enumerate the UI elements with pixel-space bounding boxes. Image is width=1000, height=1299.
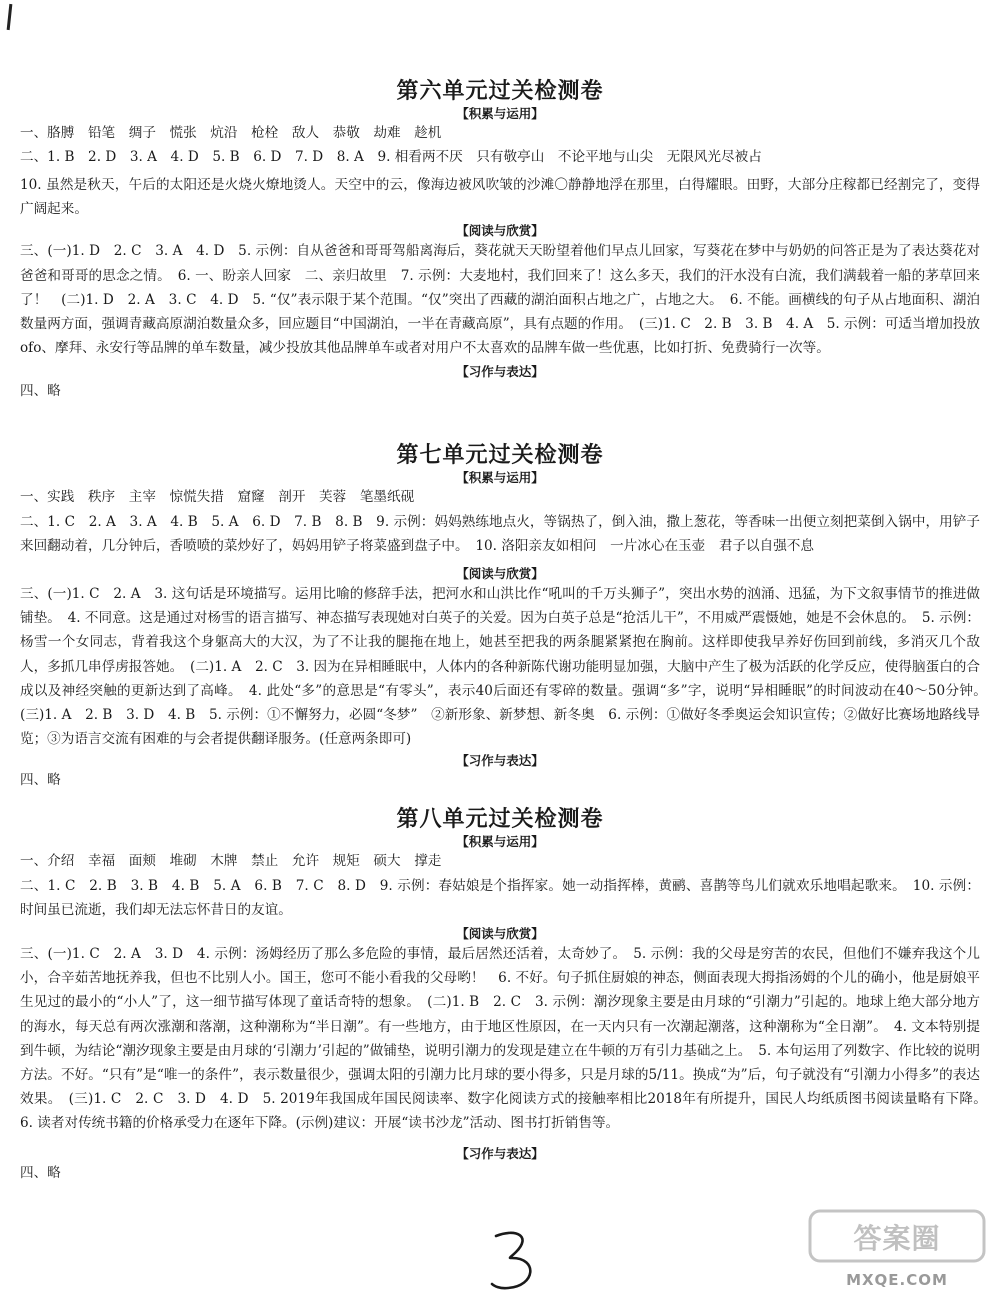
unit-7-reading-paragraph: 三、(一)1. C 2. A 3. 这句话是环境描写。运用比喻的修辞手法，把河水和山洪比作“吼叫的千万头狮子”，突出水势的汹涌、迅猛，为下文叙事情节的推进做铺垫。 4. 不同意。这是通过对杨雪的语言描写、神态描写表现她对白英子的关爱。因为白英子总是“抢活儿干”，不用威严震慑她，她是不会休息的。 5. 示例：杨雪一个女同志，背着我这个身躯高大的大汉，为了不让我的腿拖在地上，她甚至把我的两条腿紧紧抱在胸前。这样即使我早养好伤回到前线，多消灭几个敌人，多抓几串俘虏报答她。 (二)1. A 2. C 3. 因为在异相睡眠中，人体内的各种新陈代谢功能明显加强，大脑中产生了极为活跃的化学反应，使得脑蛋白的合成以及神经突触的更新达到了高峰。 4. 此处“多”的意思是“有零头”，表示40后面还有零碎的数量。强调“多”字，说明“异相睡眠”的时间波动在40～50分钟。 (三)1. A 2. B 3. D 4. B 5. 示例：①不懈努力，必圆“冬梦” ②新形象、新梦想、新冬奥 6. 示例：①做好冬季奥运会知识宣传；②做好比赛场地路线导览；③为语言交流有困难的与会者提供翻译服务。(任意两条即可) (20, 585, 994, 748)
unit-7-q2-paragraph: 二、1. C 2. A 3. A 4. B 5. A 6. D 7. B 8. B 9. 示例：妈妈熟练地点火，等锅热了，倒入油，撒上葱花，等香味一出便立刻把菜倒入锅中，用铲子来回翻动着，几分钟后，香喷喷的菜炒好了，妈妈用铲子将菜盛到盘子中。 10. 洛阳亲友如相问 一片冰心在玉壶 君子以自强不息 (20, 513, 980, 554)
watermark-bottom-text: MXQE.COM (846, 1271, 948, 1289)
unit-7-title: 第七单元过关检测卷 (396, 443, 604, 468)
unit-7-q1-line: 一、实践 秩序 主宰 惊慌失措 窟窿 剖开 芙蓉 笔墨纸砚 (20, 489, 415, 505)
unit-6-writing-line: 四、略 (20, 383, 61, 400)
unit-6-title: 第六单元过关检测卷 (396, 79, 604, 104)
unit-8-section (20, 806, 994, 1185)
unit-8-writing-line: 四、略 (20, 1164, 61, 1181)
watermark-top-text: 答案圈 (853, 1222, 941, 1255)
unit-6-reading-paragraph: 三、(一)1. D 2. C 3. A 4. D 5. 示例：自从爸爸和哥哥驾船离海后，葵花就天天盼望着他们早点儿回家，写葵花在梦中与奶奶的问答正是为了表达葵花对爸爸和哥哥的思念之情。 6. 一、盼亲人回家 二、亲归故里 7. 示例：大麦地村，我们回来了！这么多天，我们的汗水没有白流，我们满载着一船的茅草回来了！ (二)1. D 2. A 3. C 4. D 5. “仅”表示限于某个范围。“仅”突出了西藏的湖泊面积占地之广，占地之大。 6. 不能。画横线的句子从占地面积、湖泊数量两方面，强调青藏高原湖泊数量众多，回应题目“中国湖泊，一半在青藏高原”，具有点题的作用。 (三)1. C 2. B 3. B 4. A 5. 示例：可适当增加投放 ofo、摩拜、永安行等品牌的单车数量，减少投放其他品牌单车或者对用户不太喜欢的品牌车做一些优惠，比如打折、免费骑行一次等。 (20, 243, 980, 357)
unit-7-reading-header: 【阅读与欣赏】 (456, 565, 544, 581)
unit-6-q2-line: 二、1. B 2. D 3. A 4. D 5. B 6. D 7. D 8. A 9. 相看两不厌 只有敬亭山 不论平地与山尖 无限风光尽被占 (20, 148, 762, 165)
scan-edge-mark (7, 4, 13, 30)
unit-8-q2-paragraph: 二、1. C 2. B 3. B 4. B 5. A 6. B 7. C 8. D 9. 示例：春姑娘是个指挥家。她一动指挥棒，黄鹂、喜鹊等鸟儿们就欢乐地唱起歌来。 10. 示例：时间虽已流逝，我们却无法忘怀昔日的友谊。 (20, 877, 980, 918)
unit-7-accumulation-header: 【积累与运用】 (456, 470, 544, 485)
unit-8-title: 第八单元过关检测卷 (396, 807, 604, 832)
unit-8-reading-header: 【阅读与欣赏】 (456, 925, 544, 941)
watermark-logo (802, 1203, 992, 1293)
unit-8-q1-line: 一、介绍 幸福 面颊 堆砌 木牌 禁止 允许 规矩 硕大 撑走 (20, 853, 442, 869)
unit-7-section (20, 442, 994, 793)
handwritten-page-number (486, 1228, 546, 1294)
unit-8-writing-header: 【习作与表达】 (456, 1145, 544, 1161)
unit-6-writing-header: 【习作与表达】 (456, 364, 544, 380)
unit-7-writing-line: 四、略 (20, 772, 61, 789)
unit-6-q2-10-paragraph: 10. 虽然是秋天，午后的太阳还是火烧火燎地烫人。天空中的云，像海边被风吹皱的沙滩〇静静地浮在那里，白得耀眼。田野，大部分庄稼都已经割完了，变得广阔起来。 (20, 177, 980, 218)
unit-6-q1-line: 一、胳膊 铅笔 绸子 慌张 炕沿 枪栓 敌人 恭敬 劫难 趁机 (20, 125, 442, 141)
unit-8-accumulation-header: 【积累与运用】 (456, 834, 544, 849)
unit-8-reading-paragraph: 三、(一)1. C 2. A 3. D 4. 示例：汤姆经历了那么多危险的事情，最后居然还活着，太奇妙了。 5. 示例：我的父母是穷苦的农民，但他们不嫌弃我这个儿小，合辛茹苦地抚养我，但也不比别人小。国王，您可不能小看我的父母哟！ 6. 不好。句子抓住厨娘的神态，侧面表现大拇指汤姆的个儿的确小，他是厨娘平生见过的最小的“小人”了，这一细节描写体现了童话奇特的想象。 (二)1. B 2. C 3. 示例：潮汐现象主要是由月球的“引潮力”引起的。地球上绝大部分地方的海水，每天总有两次涨潮和落潮，这种潮称为“半日潮”。有一些地方，由于地区性原因，在一天内只有一次潮起潮落，这种潮称为“全日潮”。 4. 文本特别提到牛顿，为结论“潮汐现象主要是由月球的‘引潮力’引起的”做铺垫，说明引潮力的发现是建立在牛顿的万有引力基础之上。 5. 本句运用了列数字、作比较的说明方法。不好。“只有”是“唯一的条件”，表示数量很少，强调太阳的引潮力比月球的要小得多，只是月球的5/11。换成“为”后，句子就没有“引潮力小得多”的表达效果。 (三)1. C 2. C 3. D 4. D 5. 2019年我国成年国民阅读率、数字化阅读方式的接触率相比2018年有所提升，国民人均纸质图书阅读量略有下降。 6. 读者对传统书籍的价格承受力在逐年下降。(示例)建议：开展“读书沙龙”活动、图书打折销售等。 (20, 945, 994, 1132)
unit-7-writing-header: 【习作与表达】 (456, 753, 544, 769)
unit-6-reading-header: 【阅读与欣赏】 (456, 223, 544, 239)
unit-6-accumulation-header: 【积累与运用】 (456, 106, 544, 121)
unit-6-section (20, 78, 980, 404)
